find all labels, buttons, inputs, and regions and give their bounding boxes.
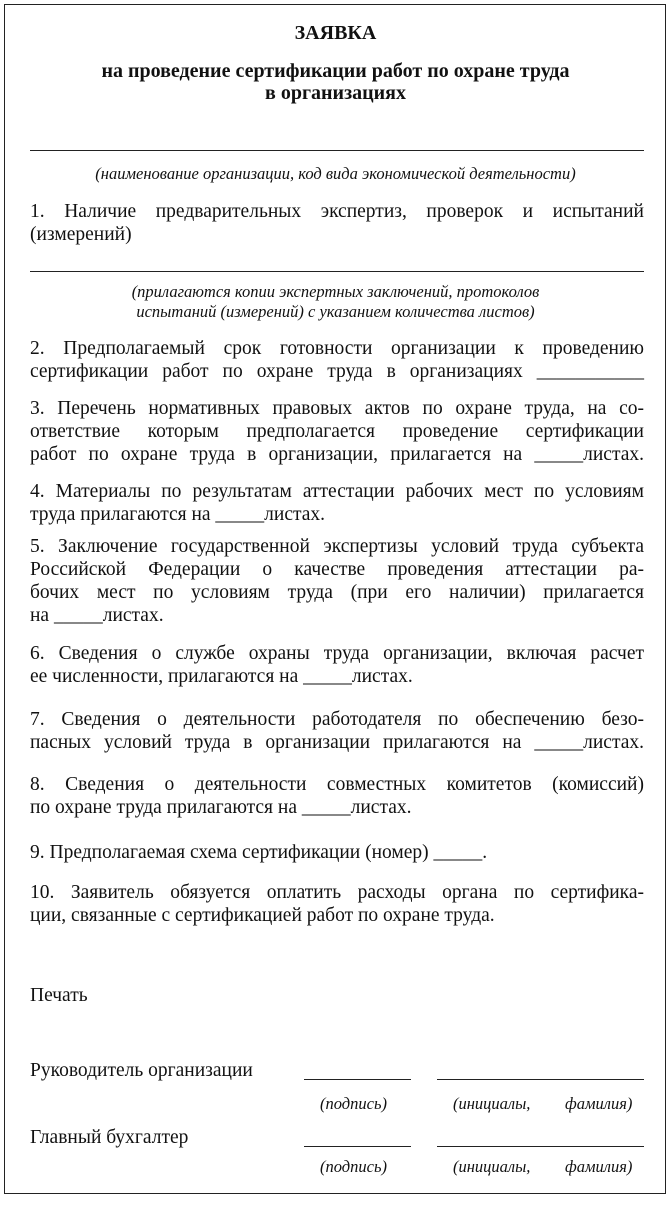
item2-line2: сертификации работ по охране труда в организациях ___________: [30, 361, 644, 382]
document-title: ЗАЯВКА: [294, 22, 377, 44]
item7-line2: пасных условий труда в организации прилагаются на _____листах.: [30, 732, 644, 753]
org-name-fill-line: [30, 150, 644, 151]
item8-line2: по охране труда прилагаются на _____листах.: [30, 797, 412, 818]
org-name-note: (наименование организации, код вида экономической деятельности): [95, 164, 576, 183]
item5-line4: на _____листах.: [30, 605, 164, 626]
item5-line3: бочих мест по условиям труда (при его наличии) прилагается: [30, 582, 644, 603]
accountant-name-line: [437, 1146, 644, 1147]
item10-line2: ции, связанные с сертификацией работ по охране труда.: [30, 905, 495, 926]
head-of-organization-label: Руководитель организации: [30, 1060, 253, 1081]
item4-line1: 4. Материалы по результатам аттестации рабочих мест по условиям: [30, 481, 644, 502]
accountant-signature-line: [304, 1146, 411, 1147]
document-subtitle-line1: на проведение сертификации работ по охране труда: [101, 60, 570, 82]
item1-fill-line: [30, 271, 644, 272]
item5-line1: 5. Заключение государственной экспертизы условий труда субъекта: [30, 536, 644, 557]
item6-line2: ее численности, прилагаются на _____листах.: [30, 666, 413, 687]
item3-line3: работ по охране труда в организации, прилагается на _____листах.: [30, 444, 644, 465]
item8-line1: 8. Сведения о деятельности совместных комитетов (комиссий): [30, 774, 644, 795]
stamp-label: Печать: [30, 985, 88, 1006]
item9-line1: 9. Предполагаемая схема сертификации (номер) _____.: [30, 842, 488, 863]
head-name-line: [437, 1079, 644, 1080]
head-signature-line: [304, 1079, 411, 1080]
item6-line1: 6. Сведения о службе охраны труда организации, включая расчет: [30, 643, 644, 664]
accountant-signature-note: (подпись): [320, 1157, 387, 1176]
document-subtitle-line2: в организациях: [265, 82, 406, 104]
item5-line2: Российской Федерации о качестве проведения аттестации ра-: [30, 559, 644, 580]
head-initials-note: (инициалы,: [453, 1094, 531, 1113]
head-signature-note: (подпись): [320, 1094, 387, 1113]
accountant-surname-note: фамилия): [565, 1157, 633, 1176]
item10-line1: 10. Заявитель обязуется оплатить расходы органа по сертифика-: [30, 882, 644, 903]
head-surname-note: фамилия): [565, 1094, 633, 1113]
item7-line1: 7. Сведения о деятельности работодателя по обеспечению безо-: [30, 709, 644, 730]
item1-note-line1: (прилагаются копии экспертных заключений, протоколов: [131, 282, 540, 301]
accountant-initials-note: (инициалы,: [453, 1157, 531, 1176]
item3-line2: ответствие которым предполагается проведение сертификации: [30, 421, 644, 442]
item1-line1: 1. Наличие предварительных экспертиз, проверок и испытаний: [30, 201, 644, 222]
item2-line1: 2. Предполагаемый срок готовности организации к проведению: [30, 338, 644, 359]
chief-accountant-label: Главный бухгалтер: [30, 1127, 189, 1148]
item1-note-line2: испытаний (измерений) с указанием количества листов): [136, 302, 535, 321]
item1-line2: (измерений): [30, 224, 132, 245]
item4-line2: труда прилагаются на _____листах.: [30, 504, 326, 525]
item3-line1: 3. Перечень нормативных правовых актов по охране труда, на со-: [30, 398, 644, 419]
